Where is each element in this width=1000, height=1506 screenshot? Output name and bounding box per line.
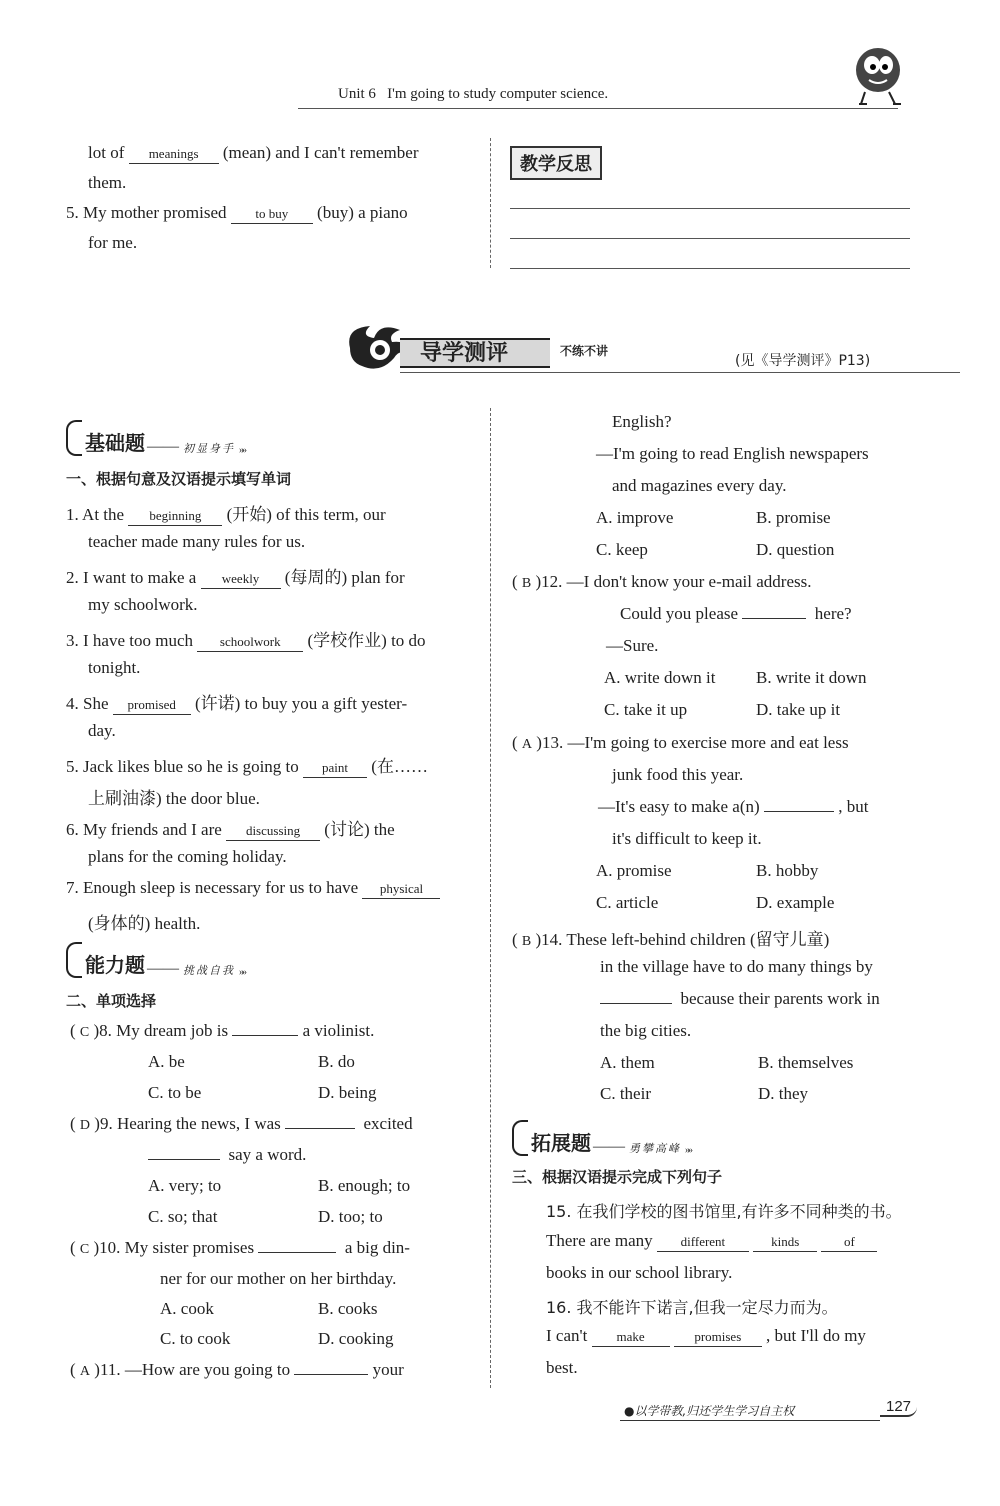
- column-divider-top: [490, 138, 491, 268]
- q15-english-2: books in our school library.: [546, 1263, 733, 1282]
- q14-stem-2: in the village have to do many things by: [600, 957, 873, 976]
- q9-stem-2: say a word.: [148, 1145, 306, 1165]
- answer: weekly: [201, 570, 281, 589]
- q14-option-a: A. them: [600, 1053, 655, 1072]
- part2-heading: 二、单项选择: [66, 992, 157, 1010]
- choice-answer: D: [79, 1118, 91, 1133]
- q3-line2: tonight.: [88, 658, 141, 677]
- q13-stem-3: —It's easy to make a(n) , but: [598, 797, 869, 816]
- header-rule: [298, 108, 898, 109]
- reflection-line-1: [510, 208, 910, 209]
- q8-option-b: B. do: [318, 1052, 355, 1071]
- q8-option-c: C. to be: [148, 1083, 202, 1102]
- top-line-3: 5. My mother promised to buy (buy) a piano: [66, 203, 408, 222]
- reflection-line-3: [510, 268, 910, 269]
- q15-english: There are many different kinds of: [546, 1231, 877, 1252]
- q4-line1: 4. She promised (许诺) to buy you a gift yester-: [66, 694, 408, 713]
- q6-line2: plans for the coming holiday.: [88, 847, 287, 866]
- q12-option-b: B. write it down: [756, 668, 867, 687]
- top-line-4: for me.: [88, 233, 138, 252]
- section-extend: 拓展题 —— 勇攀高峰 »»: [512, 1120, 691, 1156]
- choice-answer: A: [79, 1364, 91, 1379]
- banner-rule: [400, 372, 960, 373]
- q12-option-d: D. take up it: [756, 700, 841, 719]
- q12-stem-2: Could you please here?: [620, 604, 852, 623]
- q14-option-c: C. their: [600, 1084, 651, 1103]
- reflection-title: 教学反思: [510, 146, 602, 180]
- running-header: [338, 86, 608, 103]
- q3-line1: 3. I have too much schoolwork (学校作业) to do: [66, 631, 426, 650]
- footer-motto: ●以学带教,归还学生学习自主权: [624, 1404, 795, 1418]
- q4-line2: day.: [88, 721, 116, 740]
- unit-label: Unit 6: [338, 86, 376, 102]
- banner-subtitle: 不练不讲: [560, 344, 609, 358]
- q7-line1: 7. Enough sleep is necessary for us to have physical: [66, 878, 440, 899]
- q8-option-a: A. be: [148, 1052, 185, 1071]
- top-line-2: them.: [88, 173, 127, 192]
- choice-answer: C: [79, 1242, 90, 1257]
- q13-option-b: B. hobby: [756, 861, 819, 880]
- q9-option-b: B. enough; to: [318, 1176, 411, 1195]
- q16-english: I can't make promises , but I'll do my: [546, 1326, 866, 1345]
- choice-answer: B: [521, 934, 532, 949]
- q14-stem: ( B )14. These left-behind children (留守儿童): [512, 930, 830, 949]
- unit-title: I'm going to study computer science.: [387, 86, 609, 102]
- q13-option-d: D. example: [756, 893, 835, 912]
- banner-reference: (见《导学测评》P13): [735, 353, 871, 369]
- q10-option-c: C. to cook: [160, 1329, 231, 1348]
- q14-option-d: D. they: [758, 1084, 809, 1103]
- q15-chinese: 15. 在我们学校的图书馆里,有许多不同种类的书。: [546, 1202, 902, 1221]
- q16-english-2: best.: [546, 1358, 578, 1377]
- q5-line2: 上刷油漆) the door blue.: [88, 789, 260, 808]
- section-basic: 基础题 —— 初显身手 »»: [66, 420, 245, 456]
- q10-stem-2: ner for our mother on her birthday.: [160, 1269, 397, 1288]
- choice-answer: B: [521, 576, 532, 591]
- answer: physical: [362, 880, 440, 899]
- banner-title: 导学测评: [420, 341, 509, 366]
- answer: promises: [674, 1328, 762, 1347]
- q1-line1: 1. At the beginning (开始) of this term, our: [66, 505, 386, 524]
- choice-answer: A: [521, 737, 533, 752]
- q10-option-b: B. cooks: [318, 1299, 378, 1318]
- answer: kinds: [753, 1233, 817, 1252]
- q13-stem: ( A )13. —I'm going to exercise more and eat less: [512, 733, 849, 752]
- section-ability: 能力题 —— 挑战自我 »»: [66, 942, 245, 978]
- q13-stem-2: junk food this year.: [612, 765, 744, 784]
- reflection-line-2: [510, 238, 910, 239]
- q10-stem: ( C )10. My sister promises a big din-: [70, 1238, 410, 1257]
- part3-heading: 三、根据汉语提示完成下列句子: [512, 1168, 723, 1186]
- q14-stem-3: because their parents work in: [600, 989, 880, 1009]
- q11-option-d: D. question: [756, 540, 835, 559]
- q12-stem-3: —Sure.: [606, 636, 659, 655]
- q11-stem-3: English?: [612, 412, 672, 431]
- answer: beginning: [128, 507, 222, 526]
- q8-stem: ( C )8. My dream job is a violinist.: [70, 1021, 375, 1040]
- q9-stem: ( D )9. Hearing the news, I was excited: [70, 1114, 413, 1133]
- q13-option-c: C. article: [596, 893, 659, 912]
- q14-option-b: B. themselves: [758, 1053, 854, 1072]
- q8-option-d: D. being: [318, 1083, 377, 1102]
- answer: schoolwork: [197, 633, 303, 652]
- q5-line1: 5. Jack likes blue so he is going to paint (在……: [66, 757, 428, 776]
- answer: meanings: [129, 145, 219, 164]
- q2-line2: my schoolwork.: [88, 595, 198, 614]
- q9-option-c: C. so; that: [148, 1207, 218, 1226]
- q9-option-a: A. very; to: [148, 1176, 222, 1195]
- top-line-1: lot of meanings (mean) and I can't remember: [88, 143, 419, 162]
- footer-rule: [620, 1420, 880, 1421]
- q13-option-a: A. promise: [596, 861, 672, 880]
- mascot-icon: [845, 40, 915, 110]
- q7-line2: (身体的) health.: [88, 914, 201, 933]
- q2-line1: 2. I want to make a weekly (每周的) plan for: [66, 568, 405, 587]
- q11-stem-4: —I'm going to read English newspapers: [596, 444, 869, 463]
- q16-chinese: 16. 我不能许下诺言,但我一定尽力而为。: [546, 1298, 838, 1317]
- q10-option-a: A. cook: [160, 1299, 214, 1318]
- q11-option-a: A. improve: [596, 508, 674, 527]
- answer: different: [657, 1233, 749, 1252]
- q11-option-b: B. promise: [756, 508, 831, 527]
- answer: of: [821, 1233, 877, 1252]
- answer: paint: [303, 759, 367, 778]
- page-number: 127: [880, 1398, 917, 1417]
- q11-option-c: C. keep: [596, 540, 648, 559]
- q6-line1: 6. My friends and I are discussing (讨论) the: [66, 820, 395, 839]
- q13-stem-4: it's difficult to keep it.: [612, 829, 762, 848]
- answer: to buy: [231, 205, 313, 224]
- q11-stem-5: and magazines every day.: [612, 476, 787, 495]
- answer: promised: [113, 696, 191, 715]
- column-divider-main: [490, 408, 491, 1388]
- q11-stem: ( A )11. —How are you going to your: [70, 1360, 404, 1379]
- q12-option-a: A. write down it: [604, 668, 716, 687]
- part1-heading: 一、根据句意及汉语提示填写单词: [66, 470, 292, 488]
- q14-stem-4: the big cities.: [600, 1021, 692, 1040]
- q9-option-d: D. too; to: [318, 1207, 383, 1226]
- q12-option-c: C. take it up: [604, 700, 688, 719]
- q10-option-d: D. cooking: [318, 1329, 394, 1348]
- answer: discussing: [226, 822, 320, 841]
- answer: make: [592, 1328, 670, 1347]
- q1-line2: teacher made many rules for us.: [88, 532, 306, 551]
- choice-answer: C: [79, 1025, 90, 1040]
- q12-stem: ( B )12. —I don't know your e-mail address.: [512, 572, 812, 591]
